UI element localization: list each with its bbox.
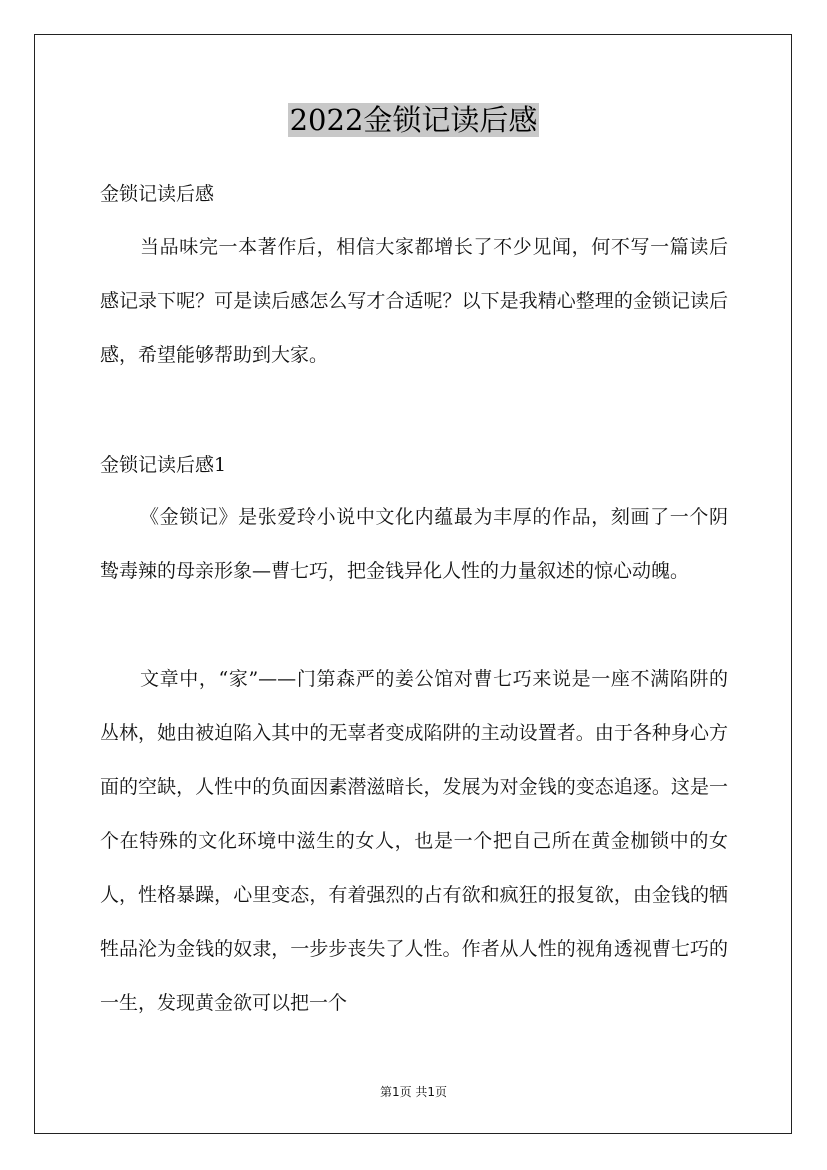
text-line: 动魄。 bbox=[632, 560, 690, 582]
section-heading-intro: 金锁记读后感 bbox=[100, 183, 215, 205]
text-line: 陷阱的丛林，她由被迫陷入其中的无辜者变成陷阱的主动设置者。由 bbox=[100, 668, 728, 744]
text-line: 金锁记读后感，希望能够帮助到大家。 bbox=[100, 290, 728, 366]
paragraph-1 bbox=[100, 490, 728, 598]
text-line: 当品味完一本著作后，相信大家都增长了不少见闻，何不写一篇 bbox=[140, 236, 690, 258]
text-line: 个阴鸷毒辣的母亲形象—曹七巧，把金钱异化人性的力量叙述的惊心 bbox=[100, 506, 728, 582]
text-line: 读后感记录下呢？可是读后感怎么写才合适呢？以下是我精心整理的 bbox=[100, 236, 728, 312]
page-footer: 第1页 共1页 bbox=[379, 1085, 448, 1099]
document-title: 2022金锁记读后感 bbox=[289, 103, 538, 137]
text-line: 人性。作者从人性的视角透视曹七巧的一生，发现黄金欲可以把一个 bbox=[100, 938, 728, 1014]
text-line: 文章中，“家”——门第森严的姜公馆对曹七巧来说是一座不满 bbox=[140, 668, 670, 690]
text-line: 欲和疯狂的报复欲，由金钱的牺牲品沦为金钱的奴隶，一步步丧失了 bbox=[100, 884, 728, 960]
text-line: 《金锁记》是张爱玲小说中文化内蕴最为丰厚的作品，刻画了一 bbox=[140, 506, 690, 528]
section-heading-1: 金锁记读后感1 bbox=[100, 454, 227, 476]
paragraph-2 bbox=[100, 652, 728, 1030]
text-line: 自己所在黄金枷锁中的女人，性格暴躁，心里变态，有着强烈的占有 bbox=[100, 830, 728, 906]
text-line: 于各种身心方面的空缺，人性中的负面因素潜滋暗长，发展为对金钱 bbox=[100, 722, 728, 798]
intro-paragraph bbox=[100, 220, 728, 382]
text-line: 的变态追逐。这是一个在特殊的文化环境中滋生的女人，也是一个把 bbox=[100, 776, 728, 852]
